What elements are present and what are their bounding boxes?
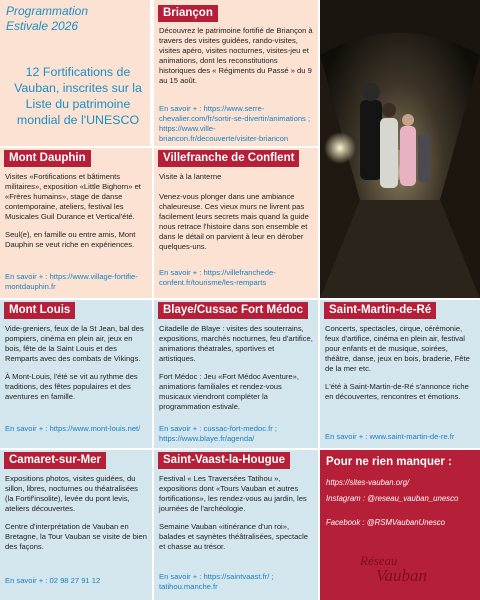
- camaret-link: [5, 576, 147, 586]
- saint-vaast-desc-2: Semaine Vauban «itinérance d'un roi», balades et saynètes théâtralisées, spectacle et chasse au trésor.: [159, 522, 309, 551]
- camaret-description: [5, 474, 147, 560]
- programme-title: [6, 4, 146, 34]
- saint-martin-desc-1: Concerts, spectacles, cirque, cérémonie, feux d'artifice, cinéma en plein air, festival pour enfants et de musique, soirées, théâtre, danse, jeux en bois, braderie, Fête de la mer etc.: [325, 324, 470, 373]
- saint-vaast-header: Saint-Vaast-la-Hougue: [158, 452, 290, 469]
- facebook-link[interactable]: Facebook : @RSMVaubanUnesco: [326, 518, 446, 527]
- mont-louis-section: [0, 300, 152, 448]
- title-line-1: Programmation: [6, 4, 89, 18]
- blaye-section: [154, 300, 318, 448]
- camaret-desc-2: Centre d'interprétation de Vauban en Bretagne, la Tour Vauban se visite de bien des façons.: [5, 522, 147, 551]
- intro-panel: [0, 0, 150, 146]
- briancon-header: Briançon: [158, 5, 218, 22]
- villefranche-header: Villefranche de Conflent: [158, 150, 299, 167]
- mont-dauphin-url[interactable]: https://www.village-fortifie-montdauphin.fr: [5, 272, 138, 291]
- corridor-image: [320, 0, 480, 298]
- saint-vaast-link-2[interactable]: tatihou.manche.fr: [159, 582, 218, 591]
- logo-line-1: Réseau: [360, 553, 398, 568]
- camaret-desc-1: Expositions photos, visites guidées, du sillon, libres, nocturnes ou théatralisées (la Fortif'insolite), levée du pont levis, ateliers découvertes.: [5, 474, 138, 513]
- saint-vaast-section: [154, 450, 318, 600]
- mont-dauphin-link-prefix: En savoir + :: [5, 272, 50, 281]
- blaye-description: [159, 324, 313, 420]
- fortress-corridor-photo: [320, 0, 480, 298]
- saint-martin-desc-2: L'été à Saint-Martin-de-Ré s'annonce riche en découvertes, rencontres et émotions.: [325, 382, 469, 401]
- blaye-link-1[interactable]: cussac-fort-medoc.fr ;: [203, 424, 277, 433]
- villefranche-link: [159, 268, 313, 288]
- mont-louis-description: [5, 324, 147, 410]
- mont-louis-desc-2: À Mont-Louis, l'été se vit au rythme des traditions, des fêtes populaires et des aventures en famille.: [5, 372, 138, 401]
- mont-louis-link-prefix: En savoir + :: [5, 424, 50, 433]
- briancon-section: [154, 0, 318, 146]
- briancon-link-1[interactable]: https://www.serre-chevalier.com/fr/sortir-se-divertir/animations ;: [159, 104, 311, 123]
- mont-louis-url[interactable]: https://www.mont-louis.net/: [49, 424, 141, 433]
- blaye-header: Blaye/Cussac Fort Médoc: [158, 302, 308, 319]
- villefranche-section: [154, 148, 318, 298]
- reseau-vauban-logo: [360, 553, 432, 593]
- mont-dauphin-header: Mont Dauphin: [4, 150, 91, 167]
- saint-martin-url[interactable]: www.saint-martin-de-re.fr: [369, 432, 455, 441]
- saint-martin-header: Saint-Martin-de-Ré: [324, 302, 436, 319]
- camaret-phone[interactable]: 02 98 27 91 12: [49, 576, 101, 585]
- briancon-link-prefix: En savoir + :: [159, 104, 204, 113]
- mont-louis-header: Mont Louis: [4, 302, 75, 319]
- mont-louis-desc-1: Vide-greniers, feux de la St Jean, bal des pompiers, cinéma en plein air, jeux en bois, fête de la Saint Louis et des Remparts avec des combats de Vikings.: [5, 324, 144, 363]
- villefranche-link-prefix: En savoir + :: [159, 268, 204, 277]
- saint-martin-link: [325, 432, 475, 442]
- logo-line-2: Vauban: [376, 566, 427, 585]
- saint-martin-link-prefix: En savoir + :: [325, 432, 370, 441]
- camaret-link-prefix: En savoir + :: [5, 576, 50, 585]
- saint-vaast-link-prefix: En savoir + :: [159, 572, 204, 581]
- blaye-desc-2: Fort Médoc : Jeu «Fort Médoc Aventure», animations familiales et rendez-vous musicaux viendront compléter la programmation estivale.: [159, 372, 299, 411]
- blaye-link-2[interactable]: https://www.blaye.fr/agenda/: [159, 434, 255, 443]
- mont-dauphin-description: [5, 172, 147, 258]
- villefranche-url[interactable]: https://villefranchede-confent.fr/tourisme/les-remparts: [159, 268, 276, 287]
- briancon-links: [159, 104, 313, 144]
- intro-heading: 12 Fortifications de Vauban, inscrites sur la Liste du patrimoine mondial de l'UNESCO: [14, 65, 142, 127]
- instagram-link[interactable]: Instagram : @reseau_vauban_unesco: [326, 494, 459, 503]
- camaret-section: [0, 450, 152, 600]
- title-line-2: Estivale 2026: [6, 19, 79, 33]
- blaye-desc-1: Citadelle de Blaye : visites des souterrains, expositions, marchés nocturnes, feu d'artifice, animations théatrales, sportives et artistiques.: [159, 324, 313, 363]
- saint-vaast-desc-1: Festival « Les Traversées Tatihou », expositions dont «Tours Vauban et autres fortifications», les rendez-vous au jardin, les journées de l'archéologie.: [159, 474, 307, 513]
- saint-martin-section: [320, 300, 480, 448]
- contact-title: Pour ne rien manquer :: [326, 456, 452, 468]
- saint-vaast-link-1[interactable]: https://saintvaast.fr/ ;: [203, 572, 274, 581]
- mont-louis-link: [5, 424, 147, 434]
- briancon-link-2[interactable]: https://www.ville-briancon.fr/decouverte/visiter-briancon: [159, 124, 289, 143]
- mont-dauphin-section: [0, 148, 152, 298]
- saint-vaast-links: [159, 572, 313, 592]
- blaye-link-prefix: En savoir + :: [159, 424, 204, 433]
- camaret-header: Camaret-sur-Mer: [4, 452, 106, 469]
- blaye-links: [159, 424, 313, 444]
- saint-vaast-description: [159, 474, 313, 560]
- mont-dauphin-desc-1: Visites «Fortifications et bâtiments militaires», exposition «Little Bighorn» et «Frères humains», stage de danse contemporaine, ateliers, festival les Musicales Guil Durance et Vertical'été.: [5, 172, 141, 221]
- villefranche-subtitle: Visite à la lanterne: [159, 172, 222, 181]
- contact-panel: [320, 450, 480, 600]
- mont-dauphin-desc-2: Seul(e), en famille ou entre amis, Mont Dauphin se veut riche en expériences.: [5, 230, 136, 249]
- saint-martin-description: [325, 324, 475, 410]
- briancon-description: Découvrez le patrimoine fortifié de Briançon à travers des visites guidées, rando-visites, visites apéro, visites nocturnes, visites-jeu et animations, dont les reconstitutions historiques des « Régiments du Passé » du 9 au 15 août.: [159, 26, 313, 85]
- mont-dauphin-link: [5, 272, 147, 292]
- website-link[interactable]: https://sites-vauban.org/: [326, 478, 410, 487]
- villefranche-description: Venez-vous plonger dans une ambiance chaleureuse. Ces vieux murs ne livrent pas facilement leurs secrets mais quand la guide nous retrace l'histoire dans son ensemble et dans le détail on parvient à leur en dérober quelques-uns.: [159, 192, 309, 251]
